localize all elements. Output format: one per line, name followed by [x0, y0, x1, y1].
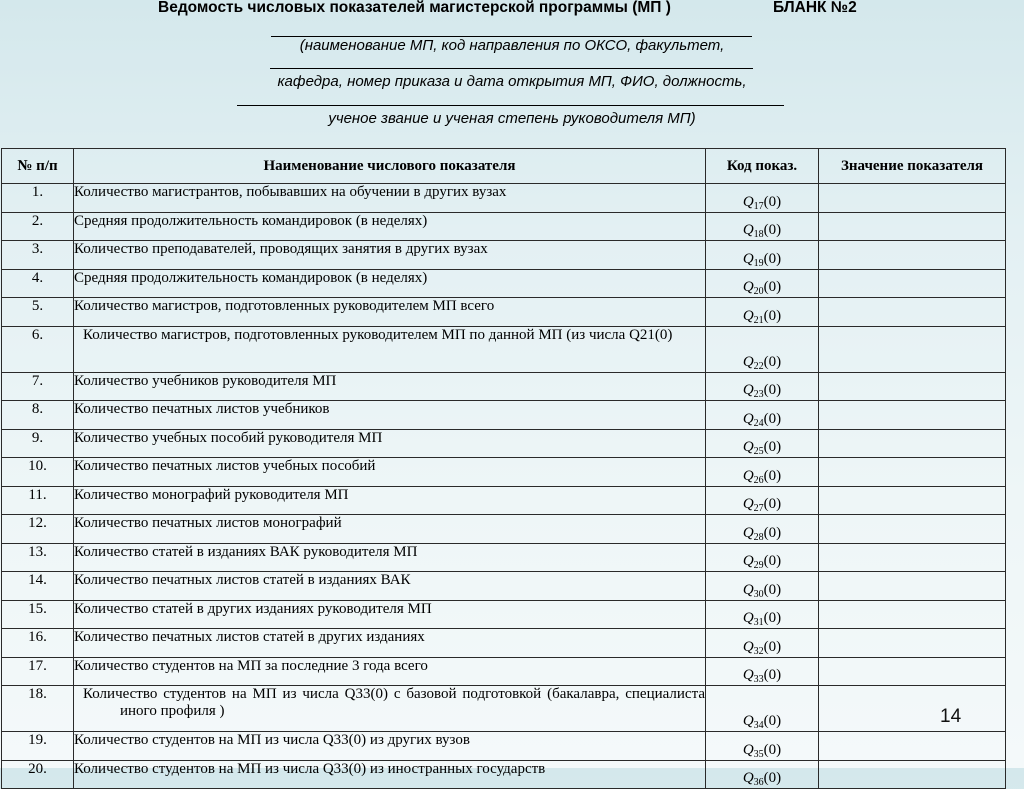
indicator-code [706, 486, 819, 515]
code-index: 23 [753, 389, 764, 400]
row-number: 9. [2, 429, 74, 458]
code-argument: (0) [763, 382, 782, 398]
code-argument: (0) [763, 250, 782, 267]
code-index: 17 [753, 200, 764, 212]
indicator-name: Количество печатных листов учебников [74, 401, 706, 430]
code-letter: Q [742, 467, 754, 484]
indicator-name: Количество студентов на МП за последние 3 года всего [74, 657, 706, 686]
row-number: 20. [2, 760, 74, 789]
indicator-name: Количество печатных листов монографий [74, 515, 706, 544]
code-letter: Q [742, 638, 754, 655]
indicator-value-cell[interactable] [819, 732, 1006, 761]
indicator-value-cell[interactable] [819, 572, 1006, 601]
column-header-indicator-name: Наименование числового показателя [74, 149, 706, 184]
indicator-code [706, 629, 819, 658]
fill-in-line [270, 68, 753, 69]
code-letter: Q [742, 439, 754, 455]
indicator-value-cell[interactable] [819, 298, 1006, 327]
row-number: 10. [2, 458, 74, 487]
indicator-value-cell[interactable] [819, 212, 1006, 241]
code-index: 20 [753, 286, 764, 297]
indicator-code [706, 572, 819, 601]
indicator-value-cell[interactable] [819, 600, 1006, 629]
code-index: 24 [753, 417, 764, 429]
code-letter: Q [742, 667, 754, 683]
table-row [2, 298, 1006, 327]
code-index: 27 [753, 503, 764, 514]
code-argument: (0) [763, 439, 782, 455]
table-row [2, 241, 1006, 270]
indicator-name: Количество магистров, подготовленных руководителем МП по данной МП (из числа Q21(0) [74, 326, 706, 372]
indicator-code [706, 241, 819, 270]
indicator-name: Количество статей в других изданиях руководителя МП [74, 600, 706, 629]
table-row [2, 543, 1006, 572]
indicator-value-cell[interactable] [819, 760, 1006, 789]
row-number: 13. [2, 543, 74, 572]
table-body [2, 184, 1006, 789]
indicator-code [706, 657, 819, 686]
code-index: 34 [753, 720, 764, 731]
indicator-value-cell[interactable] [819, 241, 1006, 270]
table-row [2, 429, 1006, 458]
indicator-code [706, 543, 819, 572]
indicator-code [706, 326, 819, 372]
code-letter: Q [742, 279, 754, 295]
indicator-value-cell[interactable] [819, 629, 1006, 658]
code-argument: (0) [763, 467, 782, 484]
code-index: 18 [753, 229, 764, 240]
indicator-code [706, 401, 819, 430]
code-argument: (0) [763, 410, 782, 427]
indicator-code [706, 212, 819, 241]
indicator-value-cell[interactable] [819, 486, 1006, 515]
code-index: 25 [753, 446, 764, 457]
table-row [2, 572, 1006, 601]
table-row [2, 600, 1006, 629]
row-number: 4. [2, 269, 74, 298]
indicator-name: Количество студентов на МП из числа Q33(0) из других вузов [74, 732, 706, 761]
code-index: 31 [753, 617, 764, 628]
blank-number-label: БЛАНК №2 [773, 0, 857, 16]
code-argument: (0) [763, 713, 782, 729]
indicator-code [706, 429, 819, 458]
row-number: 17. [2, 657, 74, 686]
table-row [2, 515, 1006, 544]
document-header [0, 0, 1024, 140]
code-index: 32 [753, 645, 764, 657]
indicator-code [706, 269, 819, 298]
row-number: 1. [2, 184, 74, 213]
table-row [2, 760, 1006, 789]
code-letter: Q [742, 713, 754, 729]
table-row [2, 458, 1006, 487]
row-number: 16. [2, 629, 74, 658]
row-number: 8. [2, 401, 74, 430]
table-row [2, 372, 1006, 401]
code-index: 21 [753, 314, 764, 326]
indicator-name: Количество студентов на МП из числа Q33(0) с базовой подготовкой (бакалавра, специалиста иного профиля ) [74, 686, 706, 732]
indicator-name: Количество статей в изданиях ВАК руководителя МП [74, 543, 706, 572]
code-argument: (0) [763, 307, 782, 324]
indicator-value-cell[interactable] [819, 429, 1006, 458]
code-letter: Q [742, 353, 754, 370]
code-argument: (0) [763, 610, 782, 626]
row-number: 19. [2, 732, 74, 761]
indicator-value-cell[interactable] [819, 458, 1006, 487]
subtitle-line-2: кафедра, номер приказа и дата открытия МП, ФИО, должность, [277, 73, 747, 90]
indicator-name: Количество учебных пособий руководителя МП [74, 429, 706, 458]
table-row [2, 686, 1006, 732]
table-row [2, 326, 1006, 372]
code-argument: (0) [763, 581, 782, 598]
code-letter: Q [742, 382, 754, 398]
indicator-value-cell[interactable] [819, 543, 1006, 572]
code-argument: (0) [763, 638, 782, 655]
code-index: 30 [753, 588, 764, 600]
indicator-name: Количество преподавателей, проводящих занятия в других вузах [74, 241, 706, 270]
code-letter: Q [742, 307, 754, 324]
indicator-name: Количество монографий руководителя МП [74, 486, 706, 515]
code-index: 33 [753, 674, 764, 685]
table-row [2, 657, 1006, 686]
indicator-code [706, 600, 819, 629]
indicator-code [706, 298, 819, 327]
indicator-name: Количество печатных листов статей в других изданиях [74, 629, 706, 658]
code-argument: (0) [763, 222, 782, 238]
indicator-code [706, 732, 819, 761]
row-number: 5. [2, 298, 74, 327]
indicator-name: Количество учебников руководителя МП [74, 372, 706, 401]
indicator-code [706, 760, 819, 789]
code-letter: Q [742, 741, 754, 758]
table-row [2, 629, 1006, 658]
column-header-number: № п/п [2, 149, 74, 184]
code-letter: Q [742, 222, 754, 238]
subtitle-line-1: (наименование МП, код направления по ОКСО, факультет, [299, 37, 725, 54]
indicator-name: Количество печатных листов статей в изданиях ВАК [74, 572, 706, 601]
indicator-value-cell[interactable] [819, 326, 1006, 372]
row-number: 3. [2, 241, 74, 270]
code-letter: Q [742, 193, 754, 210]
indicator-name: Средняя продолжительность командировок (в неделях) [74, 212, 706, 241]
code-letter: Q [742, 496, 754, 512]
row-number: 7. [2, 372, 74, 401]
indicator-value-cell[interactable] [819, 401, 1006, 430]
indicator-value-cell[interactable] [819, 686, 1006, 732]
row-number: 2. [2, 212, 74, 241]
row-number: 12. [2, 515, 74, 544]
indicator-value-cell[interactable] [819, 184, 1006, 213]
code-letter: Q [742, 410, 754, 427]
indicator-code [706, 686, 819, 732]
indicators-table [1, 148, 1006, 789]
table-row [2, 184, 1006, 213]
indicator-value-cell[interactable] [819, 657, 1006, 686]
code-letter: Q [742, 610, 754, 626]
code-index: 36 [753, 777, 764, 788]
fill-in-line [237, 105, 784, 106]
code-argument: (0) [763, 553, 782, 569]
row-number: 15. [2, 600, 74, 629]
table-row [2, 269, 1006, 298]
table-row [2, 732, 1006, 761]
code-argument: (0) [763, 667, 782, 683]
table-row [2, 401, 1006, 430]
column-header-code: Код показ. [706, 149, 819, 184]
code-index: 29 [753, 560, 764, 571]
indicator-value-cell[interactable] [819, 269, 1006, 298]
row-number: 18. [2, 686, 74, 732]
code-argument: (0) [763, 524, 782, 541]
indicator-name: Количество магистрантов, побывавших на обучении в других вузах [74, 184, 706, 213]
indicator-name: Количество магистров, подготовленных руководителем МП всего [74, 298, 706, 327]
code-argument: (0) [763, 279, 782, 295]
document-title: Ведомость числовых показателей магистерской программы (МП ) [158, 0, 671, 16]
indicator-code [706, 458, 819, 487]
indicator-value-cell[interactable] [819, 515, 1006, 544]
subtitle-line-3: ученое звание и ученая степень руководителя МП) [328, 110, 696, 127]
row-number: 11. [2, 486, 74, 515]
code-argument: (0) [763, 193, 782, 210]
code-argument: (0) [763, 741, 782, 758]
code-index: 19 [753, 257, 764, 269]
table-row [2, 212, 1006, 241]
code-argument: (0) [763, 353, 782, 370]
indicator-value-cell[interactable] [819, 372, 1006, 401]
code-letter: Q [742, 524, 754, 541]
table-row [2, 486, 1006, 515]
indicator-name: Количество студентов на МП из числа Q33(0) из иностранных государств [74, 760, 706, 789]
indicator-code [706, 515, 819, 544]
code-letter: Q [742, 581, 754, 598]
code-index: 22 [753, 360, 764, 372]
indicator-name: Средняя продолжительность командировок (в неделях) [74, 269, 706, 298]
code-index: 26 [753, 474, 764, 486]
code-letter: Q [742, 770, 754, 786]
column-header-value: Значение показателя [819, 149, 1006, 184]
indicator-code [706, 372, 819, 401]
indicator-code [706, 184, 819, 213]
table-header-row [2, 149, 1006, 184]
code-letter: Q [742, 250, 754, 267]
code-letter: Q [742, 553, 754, 569]
code-index: 35 [753, 748, 764, 760]
code-argument: (0) [763, 770, 782, 786]
code-argument: (0) [763, 496, 782, 512]
row-number: 14. [2, 572, 74, 601]
code-index: 28 [753, 531, 764, 543]
page-number: 14 [940, 706, 962, 727]
indicator-name: Количество печатных листов учебных пособий [74, 458, 706, 487]
row-number: 6. [2, 326, 74, 372]
